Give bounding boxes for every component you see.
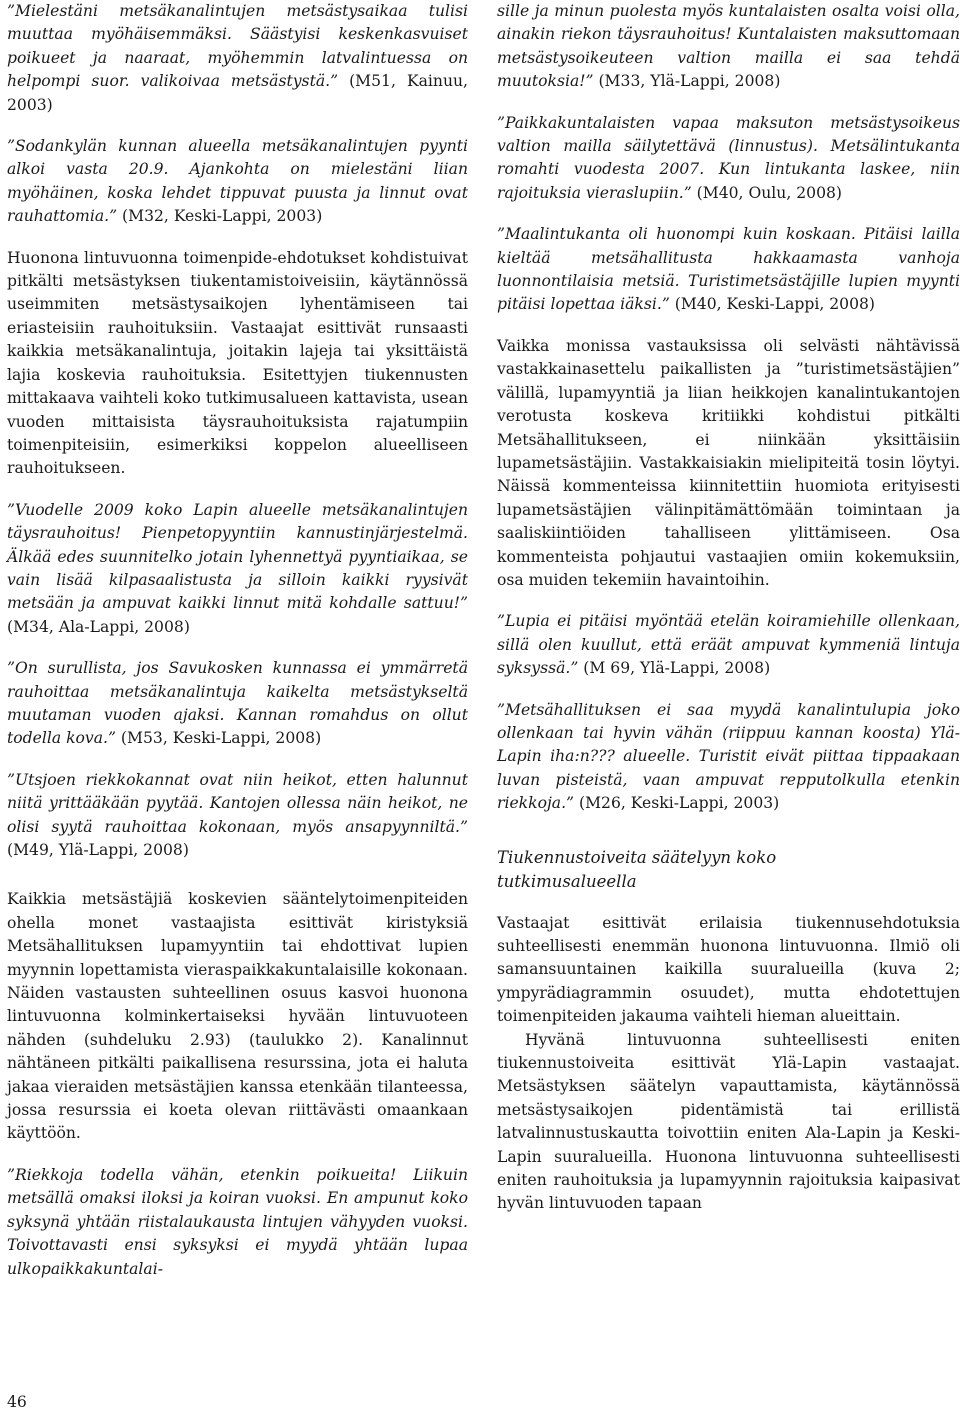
quote-m51: ”Mielestäni metsäkanalintujen metsästysaikaa tulisi muuttaa myöhäisemmäksi. Säästyisi keskenkasvuiset poikueet ja naaraat, myöhemmin latvalintuessa on helpompi suor. valikoivaa metsästystä.” (M51, Kainuu, 2003) <box>7 2 468 114</box>
quote-m34: ”Vuodelle 2009 koko Lapin alueelle metsäkanalintujen täysrauhoitus! Pienpetopyyntiin kannustinjärjestelmä. Älkää edes suunnitelko jotain lyhennettyä pyyntiaikaa, se vain lisää kilpasaalistusta ja silloin kaikki ryysivät metsään ja ampuvat kaikki linnut mitä kohdalle sattuu!” (M34, Ala-Lappi, 2008) <box>7 500 468 636</box>
quote-source: (M53, Keski-Lappi, 2008) <box>115 729 322 748</box>
quote-source: (M33, Ylä-Lappi, 2008) <box>593 72 781 91</box>
body-paragraph: Huonona lintuvuonna toimenpide-ehdotukset kohdistuivat pitkälti metsästyksen tiukentamistoiveisiin, käytännössä useimmiten metsästysaikojen lyhentämiseen tai eriasteisiin rauhoituksiin. Vastaajat esittivät runsaasti kaikkia metsäkanalintuja, joitakin lajeja tai yksittäistä lajia koskevia rauhoituksia. Esitettyjen tiukennusten mittakaava vaihteli koko tutkimusalueen kattavista, usean vuoden mittaisista täysrauhoituksista rajatumpiin toimenpiteisiin, esimerkiksi koppelon alueelliseen rauhoitukseen. <box>7 248 468 478</box>
quote-m69: ”Lupia ei pitäisi myöntää etelän koiramiehille ollenkaan, sillä olen kuullut, että eräät ampuvat kymmeniä lintuja syksyssä.” (M 69, Ylä-Lappi, 2008) <box>497 612 960 678</box>
quote-source: (M49, Ylä-Lappi, 2008) <box>7 841 189 859</box>
body-paragraph: Vaikka monissa vastauksissa oli selvästi nähtävissä vastakkainasettelu paikallisten ja ”turistimetsästäjien” välillä, lupamyyntiä ja liian heikkojen kanalintukantojen verotusta koskeva kritiikki kohdistui pitkälti Metsähallitukseen, ei niinkään yksittäisiin lupametsästäjiin. Vastakkaisiakin mielipiteitä tosin löytyi. Näissä kommenteissa kiinnitettiin huomiota erityisesti lupametsästäjien välinpitämättömään toimintaan ja saaliskiintiöiden tahalliseen ylittämiseen. Osa kommenteista pohjautui vastaajien omiin kokemuksiin, osa muiden tekemiin havaintoihin. <box>497 336 960 589</box>
quote-m40-keski-lappi: ”Maalintukanta oli huonompi kuin koskaan. Pitäisi lailla kieltää metsähallitusta hakkaamasta vanhoja luonnontilaisia metsiä. Turistimetsästäjille lupien myynti pitäisi lopettaa iäksi.” (M40, Keski-Lappi, 2008) <box>497 225 960 314</box>
body-paragraph: Vastaajat esittivät erilaisia tiukennusehdotuksia suhteellisesti enemmän huonona lintuvuonna. Ilmiö oli samansuuntainen kaikilla suuralueilla (kuva 2; ympyrädiagrammin osuudet), mutta ehdotettujen toimenpiteiden jakauma vaihteli hieman alueittain. <box>497 913 960 1026</box>
quote-m26: ”Metsähallituksen ei saa myydä kanalintulupia joko ollenkaan tai hyvin vähän (riippuu kannan koosta) Ylä-Lapin iha:n??? alueelle. Turistit eivät piittaa tippaakaan luvan pisteistä, vaan ampuvat repputolkulla etenkin riekkoja.” (M26, Keski-Lappi, 2003) <box>497 700 960 813</box>
quote-m33-start: ”Riekkoja todella vähän, etenkin poikueita! Liikuin metsällä omaksi iloksi ja koiran vuoksi. En ampunut koko syksynä yhtään riistalaukausta lintujen vähyyden vuoksi. Toivottavasti ensi syksyksi ei myydä yhtään lupaa ulkopaikkakuntalai- <box>7 1165 468 1278</box>
quote-source: (M34, Ala-Lappi, 2008) <box>7 617 190 636</box>
quote-source: (M32, Keski-Lappi, 2003) <box>117 207 323 226</box>
quote-m49: ”Utsjoen riekkokannat ovat niin heikot, etten halunnut niitä yrittääkään pyytää. Kantojen ollessa näin heikot, ne olisi syytä rauhoittaa kokonaan, myös ansapyynniltä.” (M49, Ylä-Lappi, 2008) <box>7 770 468 859</box>
right-column <box>497 0 960 1216</box>
quote-source: (M40, Keski-Lappi, 2008) <box>669 295 876 314</box>
page-number: 46 <box>7 1393 27 1411</box>
quote-m53: ”On surullista, jos Savukosken kunnassa ei ymmärretä rauhoittaa metsäkanalintuja kaikelta metsästykseltä muutaman vuoden ajaksi. Kannan romahdus on ollut todella kova.” (M53, Keski-Lappi, 2008) <box>7 659 468 748</box>
quote-source: (M40, Oulu, 2008) <box>691 183 843 202</box>
quote-source: (M51, Kainuu, 2003) <box>7 72 468 114</box>
quote-source: (M 69, Ylä-Lappi, 2008) <box>578 659 771 678</box>
left-column <box>7 0 468 1281</box>
body-paragraph: Kaikkia metsästäjiä koskevien sääntelytoimenpiteiden ohella monet vastaajista esittivät kiristyksiä Metsähallituksen lupamyyntiin tai ehdottivat lupien myynnin lopettamista vieraspaikkakuntalaisille kokonaan. Näiden vastausten suhteellinen osuus kasvoi huonona lintuvuonna kolminkertaiseksi hyvään lintuvuoteen nähden (suhdeluku 2.93) (taulukko 2). Kanalinnut nähtäneen pitkälti paikallisena resurssina, jota ei haluta jakaa vieraiden metsästäjien kanssa etenkään tilanteessa, jossa resurssia ei koeta olevan riittävästi omaankaan käyttöön. <box>7 890 468 1143</box>
section-heading: Tiukennustoiveita säätelyyn koko tutkimusalueella <box>497 847 777 891</box>
quote-m40-oulu: ”Paikkakuntalaisten vapaa maksuton metsästysoikeus valtion mailla säilytettävä (linnustus). Metsälintukanta romahti vuodesta 2007. Kun lintukanta laskee, niin rajoituksia vieraslupiin.” (M40, Oulu, 2008) <box>497 113 960 202</box>
body-paragraph: Hyvänä lintuvuonna suhteellisesti eniten tiukennustoiveita esittivät Ylä-Lapin vastaajat. Metsästyksen säätelyn vapauttamista, käytännössä metsästysaikojen pidentämistä tai erillistä latvalinnustuskautta toivottiin eniten Ala-Lapin ja Keski-Lapin suuralueilla. Huonona lintuvuonna suhteellisesti eniten rauhoituksia ja lupamyynnin rajoituksia kaipasivat hyvän lintuvuoden tapaan <box>497 1030 960 1213</box>
quote-m33-end: sille ja minun puolesta myös kuntalaisten osalta voisi olla, ainakin riekon täysrauhoitus! Kuntalaisten maksuttomaan metsästysoikeuteen valtion mailla ei saa tehdä muutoksia!” (M33, Ylä-Lappi, 2008) <box>497 2 960 91</box>
quote-m32: ”Sodankylän kunnan alueella metsäkanalintujen pyynti alkoi vasta 20.9. Ajankohta on mielestäni liian myöhäinen, koska lehdet tippuvat puusta ja linnut ovat rauhattomia.” (M32, Keski-Lappi, 2003) <box>7 137 468 226</box>
quote-source: (M26, Keski-Lappi, 2003) <box>574 794 780 813</box>
